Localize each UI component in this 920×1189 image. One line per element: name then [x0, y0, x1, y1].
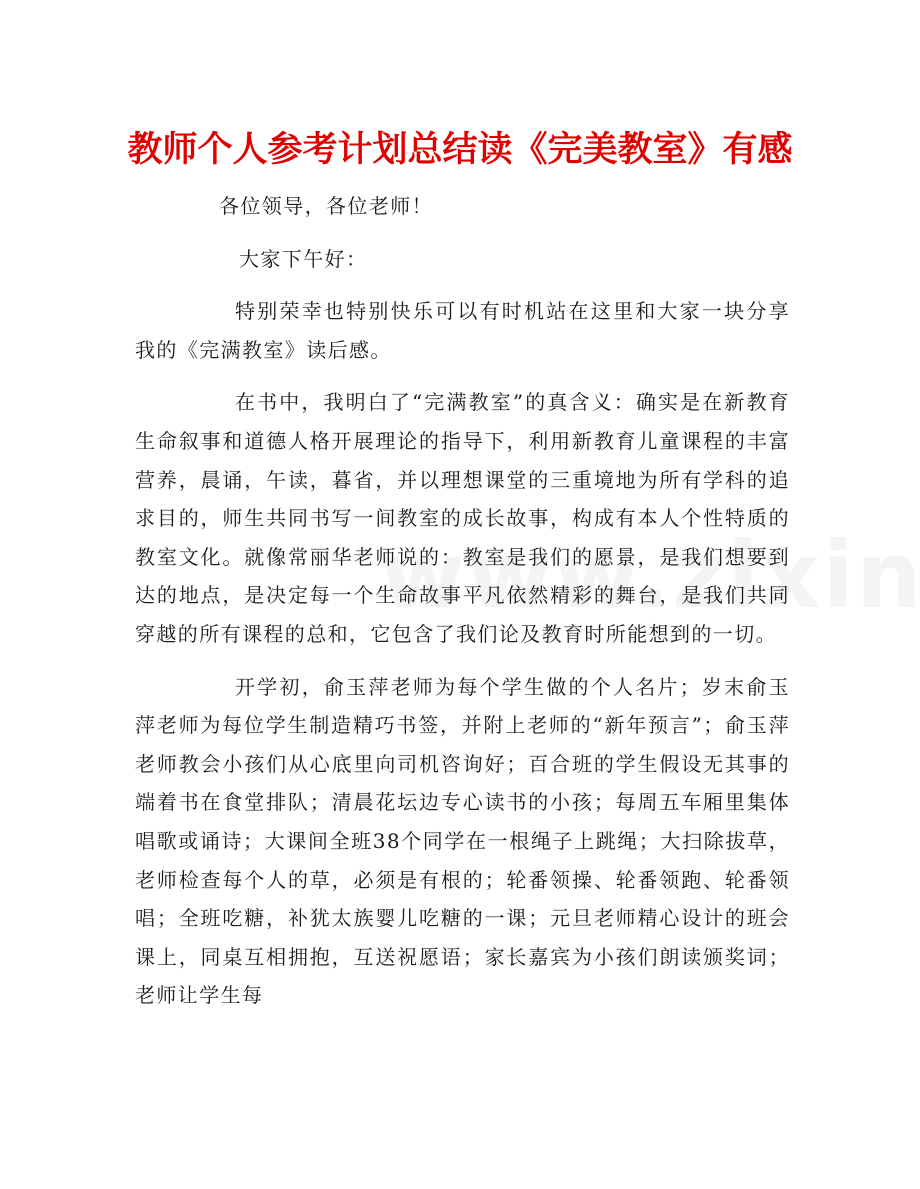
body-paragraph-2: 在书中，我明白了“完满教室”的真含义：确实是在新教育生命叙事和道德人格开展理论的指导下，利用新教育儿童课程的丰富营养，晨诵，午读，暮省，并以理想课堂的三重境地为所有学科的追求目的，师生共同书写一间教室的成长故事，构成有本人个性特质的教室文化。就像常丽华老师说的：教室是我们的愿景，是我们想要到达的地点，是决定每一个生命故事平凡依然精彩的舞台，是我们共同穿越的所有课程的总和，它包含了我们论及教育时所能想到的一切。 — [135, 390, 790, 646]
body-paragraph-3: 开学初，俞玉萍老师为每个学生做的个人名片；岁末俞玉萍老师为每位学生制造精巧书签，并附上老师的“新年预言”；俞玉萍老师教会小孩们从心底里向司机咨询好；百合班的学生假设无其事的端着书在食堂排队；清晨花坛边专心读书的小孩；每周五车厢里集体唱歌或诵诗；大课间全班38个同学在一根绳子上跳绳；大扫除拔草，老师检查每个人的草，必须是有根的；轮番领操、轮番领跑、轮番领唱；全班吃糖，补犹太族婴儿吃糖的一课；元旦老师精心设计的班会课上，同桌互相拥抱，互送祝愿语；家长嘉宾为小孩们朗读颁奖词；老师让学生每 — [135, 674, 790, 1008]
body-paragraph-1: 特别荣幸也特别快乐可以有时机站在这里和大家一块分享我的《完满教室》读后感。 — [135, 299, 790, 362]
greeting-paragraph: 大家下午好： — [239, 246, 368, 271]
document-body — [135, 187, 790, 1029]
salutation-paragraph: 各位领导，各位老师！ — [219, 194, 433, 218]
document-title: 教师个人参考计划总结读《完美教室》有感 — [127, 130, 793, 170]
